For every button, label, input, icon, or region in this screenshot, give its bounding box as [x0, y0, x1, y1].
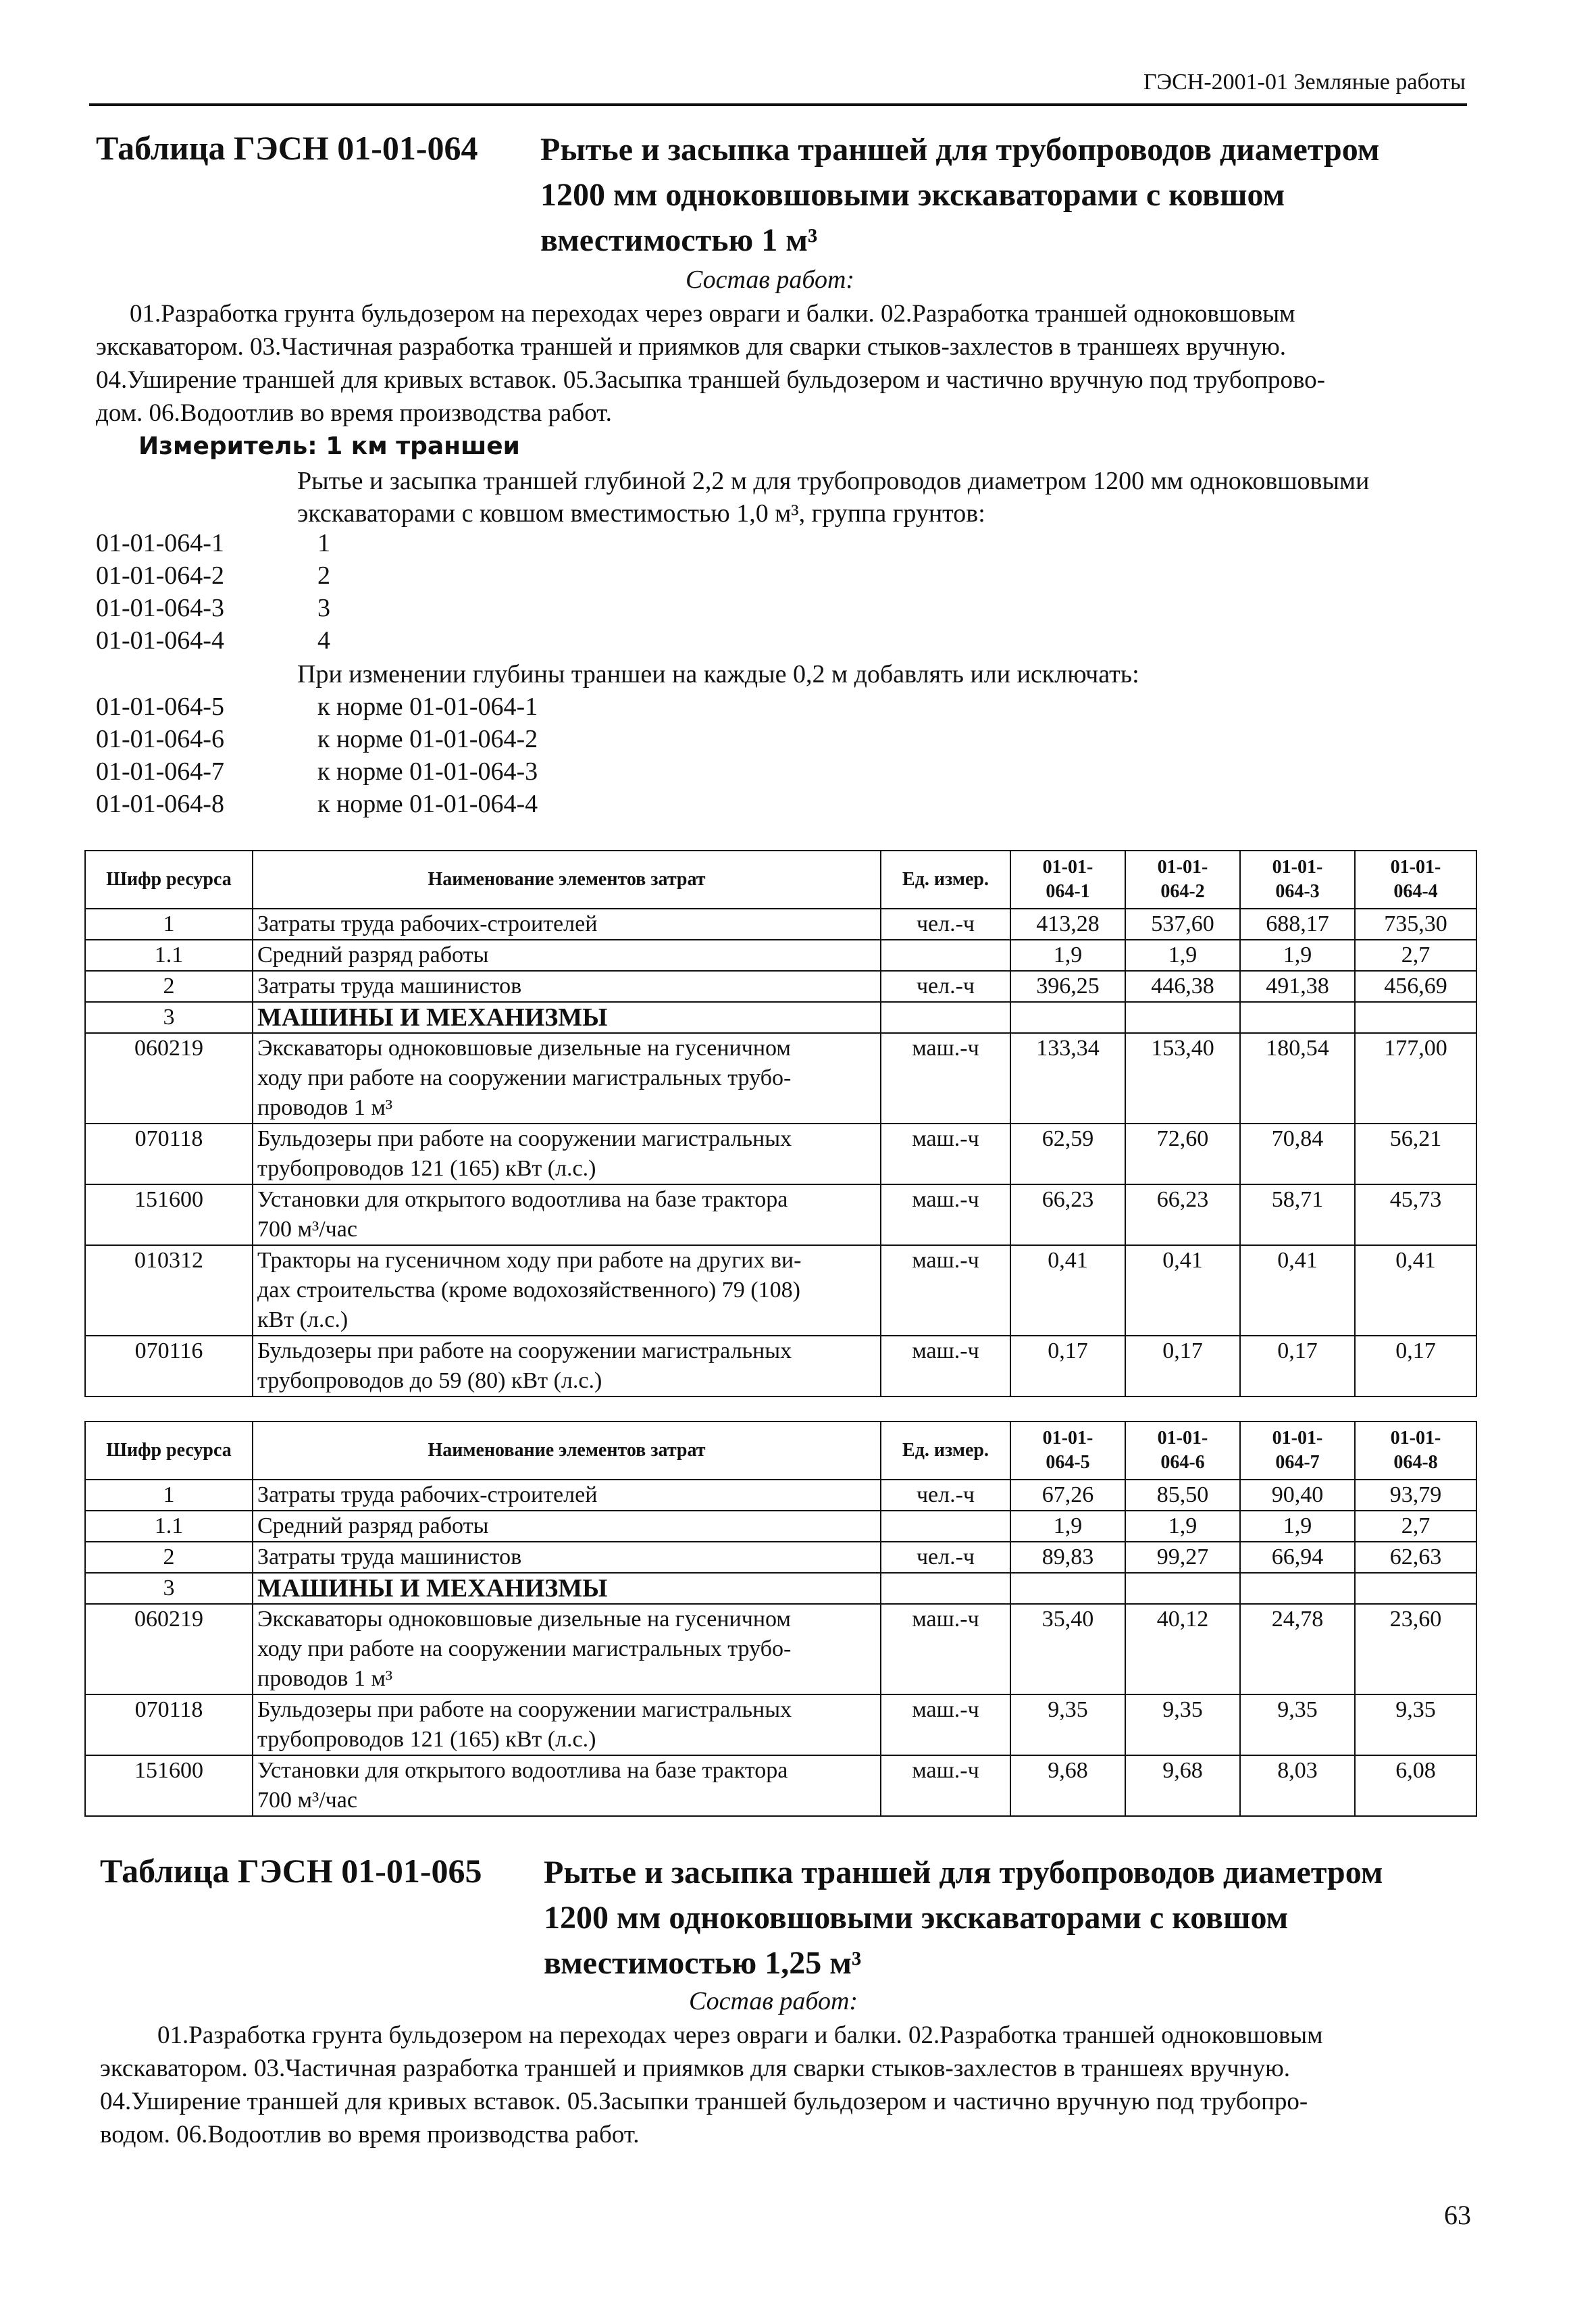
header-norm-column: [1355, 851, 1476, 909]
unit: маш.-ч: [881, 1245, 1010, 1336]
norm-value: 2,7: [1355, 940, 1476, 971]
norm-value: 62,63: [1355, 1542, 1476, 1573]
norm-value: [1010, 1002, 1125, 1033]
resource-table-1: [84, 850, 1477, 1397]
cell-line: 064-4: [1393, 881, 1438, 902]
norm-value: 89,83: [1010, 1542, 1125, 1573]
header-name: Наименование элементов затрат: [253, 1422, 881, 1480]
title-line: Рытье и засыпка траншей для трубопроводов диаметром: [540, 132, 1380, 168]
cell-line: проводов 1 м³: [257, 1666, 393, 1691]
measure-unit: Измеритель: 1 км траншеи: [138, 432, 520, 460]
cell-line: 064-5: [1046, 1452, 1090, 1473]
norm-code: 01-01-064-6: [96, 725, 224, 753]
cell-line: трубопроводов 121 (165) кВт (л.с.): [257, 1156, 596, 1181]
norm-value: 67,26: [1010, 1480, 1125, 1511]
table-064-name: Таблица ГЭСН 01-01-064: [96, 129, 478, 167]
title-line: 1200 мм одноковшовыми экскаваторами с ковшом: [540, 177, 1285, 213]
cell-line: Бульдозеры при работе на сооружении магистральных: [257, 1697, 792, 1722]
unit: маш.-ч: [881, 1694, 1010, 1755]
table-header-row: [85, 851, 1476, 909]
title-line: вместимостью 1,25 м³: [544, 1945, 862, 1981]
cell-line: Средний разряд работы: [257, 942, 489, 967]
cell-line: 064-1: [1046, 881, 1090, 902]
norm-code: 01-01-064-5: [96, 693, 224, 721]
norm-value: 2,7: [1355, 1511, 1476, 1542]
norm-value: 446,38: [1125, 971, 1240, 1002]
soil-group: 1: [317, 529, 330, 557]
unit: [881, 1511, 1010, 1542]
norm-value: 0,41: [1355, 1245, 1476, 1336]
norm-ref: к норме 01-01-064-3: [317, 757, 538, 786]
work-composition-label: Состав работ:: [689, 1987, 858, 2015]
norm-value: [1125, 1002, 1240, 1033]
cell-line: кВт (л.с.): [257, 1307, 349, 1332]
header-norm-column: [1010, 1422, 1125, 1480]
table-row: [85, 1184, 1476, 1245]
norm-code: 01-01-064-8: [96, 790, 224, 818]
norm-value: 133,34: [1010, 1033, 1125, 1124]
table-064-title: [540, 127, 1379, 263]
header-norm-column: [1010, 851, 1125, 909]
resource-name: [253, 1480, 881, 1511]
resource-name: [253, 940, 881, 971]
cell-line: проводов 1 м³: [257, 1095, 393, 1120]
norm-value: 8,03: [1240, 1755, 1355, 1816]
soil-group: 4: [317, 626, 330, 655]
work-line: 04.Уширение траншей для кривых вставок. 05.Засыпка траншей бульдозером и частично вручную под трубопрово-: [96, 366, 1325, 394]
work-line: дом. 06.Водоотлив во время производства работ.: [96, 399, 612, 427]
work-line: 04.Уширение траншей для кривых вставок. 05.Засыпки траншей бульдозером и частично вручную под трубопро-: [100, 2088, 1308, 2115]
norm-value: 6,08: [1355, 1755, 1476, 1816]
norm-value: 0,41: [1010, 1245, 1125, 1336]
cell-line: ходу при работе на сооружении магистральных трубо-: [257, 1636, 792, 1661]
cell-line: Тракторы на гусеничном ходу при работе на других ви-: [257, 1248, 802, 1273]
unit: чел.-ч: [881, 971, 1010, 1002]
unit: маш.-ч: [881, 1755, 1010, 1816]
table-065-title: [544, 1850, 1383, 1986]
resource-code: 070118: [85, 1694, 253, 1755]
cell-line: Средний разряд работы: [257, 1513, 489, 1538]
unit: маш.-ч: [881, 1604, 1010, 1694]
norm-value: 1,9: [1010, 1511, 1125, 1542]
unit: маш.-ч: [881, 1033, 1010, 1124]
desc-line: экскаваторами с ковшом вместимостью 1,0 м³, группа грунтов:: [297, 499, 985, 528]
norm-value: 66,94: [1240, 1542, 1355, 1573]
resource-name: [253, 1573, 881, 1604]
table-row: [85, 1604, 1476, 1694]
cell-line: 064-3: [1275, 881, 1320, 902]
work-line: экскаватором. 03.Частичная разработка траншей и приямков для сварки стыков-захлестов в траншеях вручную.: [100, 2055, 1290, 2082]
norm-code: 01-01-064-3: [96, 594, 224, 622]
desc-line: Рытье и засыпка траншей глубиной 2,2 м для трубопроводов диаметром 1200 мм одноковшовыми: [297, 467, 1370, 495]
norm-value: 9,35: [1355, 1694, 1476, 1755]
norm-value: 0,41: [1240, 1245, 1355, 1336]
title-line: вместимостью 1 м³: [540, 222, 818, 258]
table-row: [85, 971, 1476, 1002]
cell-line: Затраты труда рабочих-строителей: [257, 911, 598, 936]
cell-line: 064-7: [1275, 1452, 1320, 1473]
cell-line: Затраты труда рабочих-строителей: [257, 1482, 598, 1507]
norm-value: 58,71: [1240, 1184, 1355, 1245]
norm-value: 23,60: [1355, 1604, 1476, 1694]
table-row: [85, 1033, 1476, 1124]
norm-ref: к норме 01-01-064-1: [317, 693, 538, 721]
norm-value: 9,68: [1125, 1755, 1240, 1816]
resource-name: [253, 1184, 881, 1245]
resource-code: 060219: [85, 1604, 253, 1694]
soil-group: 3: [317, 594, 330, 622]
resource-code: 1: [85, 1480, 253, 1511]
work-line: экскаватором. 03.Частичная разработка траншей и приямков для сварки стыков-захлестов в траншеях вручную.: [96, 333, 1286, 361]
table-065-name: Таблица ГЭСН 01-01-065: [100, 1852, 482, 1890]
cell-line: 01-01-: [1042, 1428, 1093, 1449]
table-row: [85, 1336, 1476, 1397]
resource-name: [253, 1336, 881, 1397]
header-norm-column: [1125, 851, 1240, 909]
norm-value: 153,40: [1125, 1033, 1240, 1124]
norm-value: 180,54: [1240, 1033, 1355, 1124]
resource-name: [253, 1124, 881, 1184]
norm-value: 9,35: [1125, 1694, 1240, 1755]
cell-line: 01-01-: [1390, 857, 1441, 878]
norm-value: 0,17: [1355, 1336, 1476, 1397]
resource-code: 010312: [85, 1245, 253, 1336]
cell-line: Бульдозеры при работе на сооружении магистральных: [257, 1126, 792, 1151]
header-norm-column: [1240, 851, 1355, 909]
resource-code: 1.1: [85, 940, 253, 971]
norm-value: 177,00: [1355, 1033, 1476, 1124]
unit: маш.-ч: [881, 1336, 1010, 1397]
cell-line: Экскаваторы одноковшовые дизельные на гусеничном: [257, 1607, 791, 1632]
cell-line: Экскаваторы одноковшовые дизельные на гусеничном: [257, 1036, 791, 1061]
norm-value: 93,79: [1355, 1480, 1476, 1511]
page-number: 63: [1444, 2200, 1471, 2230]
resource-name: [253, 1604, 881, 1694]
norm-value: 413,28: [1010, 909, 1125, 940]
norm-value: 396,25: [1010, 971, 1125, 1002]
norm-value: 0,17: [1125, 1336, 1240, 1397]
cell-line: 01-01-: [1042, 857, 1093, 878]
norm-code: 01-01-064-7: [96, 757, 224, 786]
header-rule: [89, 103, 1467, 106]
resource-code: 1: [85, 909, 253, 940]
header-code: Шифр ресурса: [85, 851, 253, 909]
resource-name: [253, 1002, 881, 1033]
resource-code: 2: [85, 971, 253, 1002]
work-composition-text: [100, 2019, 1471, 2151]
norm-value: 90,40: [1240, 1480, 1355, 1511]
resource-table-2-body: [85, 1422, 1476, 1816]
norm-value: [1355, 1002, 1476, 1033]
norm-value: 85,50: [1125, 1480, 1240, 1511]
cell-line: 01-01-: [1157, 1428, 1208, 1449]
resource-name: [253, 1511, 881, 1542]
cell-line: 064-6: [1160, 1452, 1205, 1473]
norm-value: [1240, 1573, 1355, 1604]
title-line: Рытье и засыпка траншей для трубопроводов диаметром: [544, 1855, 1383, 1890]
resource-name: [253, 1755, 881, 1816]
cell-line: Затраты труда машинистов: [257, 974, 522, 999]
cell-line: ходу при работе на сооружении магистральных трубо-: [257, 1065, 792, 1090]
cell-line: 01-01-: [1272, 857, 1323, 878]
norm-code: 01-01-064-1: [96, 529, 224, 557]
cell-line: МАШИНЫ И МЕХАНИЗМЫ: [257, 1003, 608, 1032]
norm-value: 40,12: [1125, 1604, 1240, 1694]
cell-line: 064-8: [1393, 1452, 1438, 1473]
table-row: [85, 1002, 1476, 1033]
header-norm-column: [1355, 1422, 1476, 1480]
work-line: 01.Разработка грунта бульдозером на переходах через овраги и балки. 02.Разработка траншей одноковшовым: [130, 300, 1295, 328]
norm-value: 1,9: [1010, 940, 1125, 971]
cell-line: 01-01-: [1272, 1428, 1323, 1449]
resource-code: 070116: [85, 1336, 253, 1397]
header-code: Шифр ресурса: [85, 1422, 253, 1480]
norm-value: 62,59: [1010, 1124, 1125, 1184]
table-row: [85, 1480, 1476, 1511]
resource-code: 151600: [85, 1755, 253, 1816]
norm-value: 0,17: [1240, 1336, 1355, 1397]
resource-code: 3: [85, 1573, 253, 1604]
resource-code: 2: [85, 1542, 253, 1573]
table-row: [85, 1245, 1476, 1336]
norm-code: 01-01-064-2: [96, 561, 224, 590]
unit: [881, 1002, 1010, 1033]
norm-value: [1125, 1573, 1240, 1604]
header-unit: Ед. измер.: [881, 851, 1010, 909]
cell-line: 01-01-: [1390, 1428, 1441, 1449]
norm-ref: к норме 01-01-064-4: [317, 790, 538, 818]
work-line: 01.Разработка грунта бульдозером на переходах через овраги и балки. 02.Разработка траншей одноковшовым: [157, 2021, 1323, 2049]
norm-value: 9,35: [1010, 1694, 1125, 1755]
norm-value: 72,60: [1125, 1124, 1240, 1184]
running-header: ГЭСН-2001-01 Земляные работы: [1143, 70, 1466, 95]
resource-code: 151600: [85, 1184, 253, 1245]
norm-value: 24,78: [1240, 1604, 1355, 1694]
norm-value: 735,30: [1355, 909, 1476, 940]
unit: чел.-ч: [881, 909, 1010, 940]
table-row: [85, 1124, 1476, 1184]
resource-name: [253, 1245, 881, 1336]
header-norm-column: [1240, 1422, 1355, 1480]
resource-code: 1.1: [85, 1511, 253, 1542]
norm-value: 1,9: [1240, 1511, 1355, 1542]
norm-value: 99,27: [1125, 1542, 1240, 1573]
table-row: [85, 940, 1476, 971]
table-row: [85, 1511, 1476, 1542]
cell-line: Бульдозеры при работе на сооружении магистральных: [257, 1338, 792, 1363]
unit: чел.-ч: [881, 1480, 1010, 1511]
norm-value: 66,23: [1125, 1184, 1240, 1245]
norm-value: 35,40: [1010, 1604, 1125, 1694]
norm-value: 45,73: [1355, 1184, 1476, 1245]
norm-value: 0,17: [1010, 1336, 1125, 1397]
header-unit: Ед. измер.: [881, 1422, 1010, 1480]
resource-code: 3: [85, 1002, 253, 1033]
resource-name: [253, 1694, 881, 1755]
norm-value: 688,17: [1240, 909, 1355, 940]
resource-table-1-body: [85, 851, 1476, 1397]
norm-value: 9,35: [1240, 1694, 1355, 1755]
norm-value: 9,68: [1010, 1755, 1125, 1816]
cell-line: 700 м³/час: [257, 1788, 357, 1813]
resource-name: [253, 1542, 881, 1573]
cell-line: дах строительства (кроме водохозяйственного) 79 (108): [257, 1278, 800, 1303]
cell-line: 01-01-: [1157, 857, 1208, 878]
norm-value: 0,41: [1125, 1245, 1240, 1336]
cell-line: 064-2: [1160, 881, 1205, 902]
norm-value: [1010, 1573, 1125, 1604]
norm-value: [1240, 1002, 1355, 1033]
work-line: водом. 06.Водоотлив во время производства работ.: [100, 2121, 640, 2148]
unit: маш.-ч: [881, 1184, 1010, 1245]
header-norm-column: [1125, 1422, 1240, 1480]
cell-line: трубопроводов 121 (165) кВт (л.с.): [257, 1727, 596, 1752]
unit: [881, 1573, 1010, 1604]
table-row: [85, 1573, 1476, 1604]
cell-line: МАШИНЫ И МЕХАНИЗМЫ: [257, 1574, 608, 1603]
resource-name: [253, 1033, 881, 1124]
norm-value: 66,23: [1010, 1184, 1125, 1245]
norm-value: 456,69: [1355, 971, 1476, 1002]
norm-value: 70,84: [1240, 1124, 1355, 1184]
resource-name: [253, 971, 881, 1002]
cell-line: Установки для открытого водоотлива на базе трактора: [257, 1758, 788, 1783]
header-name: Наименование элементов затрат: [253, 851, 881, 909]
soil-group: 2: [317, 561, 330, 590]
table-row: [85, 1755, 1476, 1816]
work-composition-label: Состав работ:: [686, 266, 855, 294]
unit: чел.-ч: [881, 1542, 1010, 1573]
cell-line: Установки для открытого водоотлива на базе трактора: [257, 1187, 788, 1212]
table-row: [85, 1542, 1476, 1573]
norm-ref: к норме 01-01-064-2: [317, 725, 538, 753]
norm-code: 01-01-064-4: [96, 626, 224, 655]
cell-line: трубопроводов до 59 (80) кВт (л.с.): [257, 1368, 602, 1393]
group-description: [297, 465, 1369, 530]
resource-code: 060219: [85, 1033, 253, 1124]
cell-line: 700 м³/час: [257, 1217, 357, 1242]
depth-change-note: При изменении глубины траншеи на каждые 0,2 м добавлять или исключать:: [297, 660, 1139, 688]
table-row: [85, 909, 1476, 940]
unit: [881, 940, 1010, 971]
table-header-row: [85, 1422, 1476, 1480]
norm-value: [1355, 1573, 1476, 1604]
cell-line: Затраты труда машинистов: [257, 1544, 522, 1569]
work-composition-text: [96, 297, 1467, 430]
norm-value: 56,21: [1355, 1124, 1476, 1184]
resource-name: [253, 909, 881, 940]
norm-value: 1,9: [1125, 940, 1240, 971]
resource-code: 070118: [85, 1124, 253, 1184]
unit: маш.-ч: [881, 1124, 1010, 1184]
norm-value: 491,38: [1240, 971, 1355, 1002]
title-line: 1200 мм одноковшовыми экскаваторами с ковшом: [544, 1900, 1289, 1936]
norm-value: 537,60: [1125, 909, 1240, 940]
norm-value: 1,9: [1240, 940, 1355, 971]
norm-value: 1,9: [1125, 1511, 1240, 1542]
resource-table-2: [84, 1421, 1477, 1817]
table-row: [85, 1694, 1476, 1755]
